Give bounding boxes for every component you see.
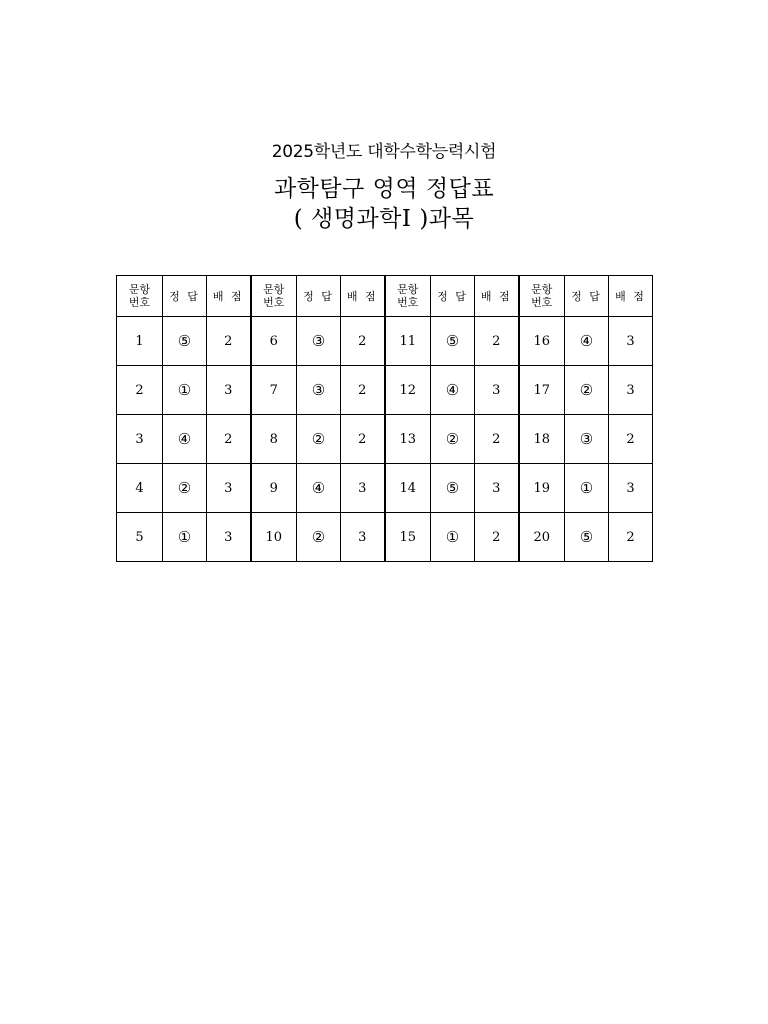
points-cell: 2 bbox=[609, 513, 653, 562]
header-question-number bbox=[385, 276, 431, 317]
header-answer: 정 답 bbox=[297, 276, 341, 317]
table-row bbox=[117, 366, 653, 415]
answer-cell: ② bbox=[297, 415, 341, 464]
header-points: 배 점 bbox=[341, 276, 385, 317]
header-points: 배 점 bbox=[475, 276, 519, 317]
title-line-1: 과학탐구 영역 정답표 bbox=[273, 176, 495, 202]
table-body bbox=[117, 317, 653, 562]
header-question-number bbox=[519, 276, 565, 317]
answer-table bbox=[116, 275, 653, 562]
header-points: 배 점 bbox=[207, 276, 251, 317]
answer-cell: ① bbox=[431, 513, 475, 562]
question-number-cell: 18 bbox=[519, 415, 565, 464]
question-number-cell: 15 bbox=[385, 513, 431, 562]
answer-cell: ② bbox=[431, 415, 475, 464]
points-cell: 3 bbox=[609, 464, 653, 513]
header-answer: 정 답 bbox=[565, 276, 609, 317]
question-number-cell: 12 bbox=[385, 366, 431, 415]
question-number-cell: 6 bbox=[251, 317, 297, 366]
question-number-cell: 9 bbox=[251, 464, 297, 513]
question-number-cell: 19 bbox=[519, 464, 565, 513]
header-question-line-2: 번호 bbox=[397, 296, 419, 309]
points-cell: 2 bbox=[341, 366, 385, 415]
title-line-2: ( 생명과학Ⅰ )과목 bbox=[293, 206, 475, 232]
points-cell: 3 bbox=[341, 513, 385, 562]
answer-cell: ② bbox=[565, 366, 609, 415]
answer-cell: ⑤ bbox=[431, 464, 475, 513]
points-cell: 2 bbox=[207, 317, 251, 366]
answer-cell: ⑤ bbox=[431, 317, 475, 366]
answer-cell: ③ bbox=[565, 415, 609, 464]
header-question-line-2: 번호 bbox=[531, 296, 553, 309]
header-question-line-1: 문항 bbox=[128, 283, 151, 296]
points-cell: 3 bbox=[207, 513, 251, 562]
answer-cell: ② bbox=[297, 513, 341, 562]
answer-cell: ① bbox=[565, 464, 609, 513]
exam-subtitle: 2025학년도 대학수학능력시험 bbox=[271, 142, 497, 162]
answer-cell: ⑤ bbox=[163, 317, 207, 366]
question-number-cell: 3 bbox=[117, 415, 163, 464]
points-cell: 2 bbox=[341, 317, 385, 366]
page-title bbox=[0, 174, 768, 234]
table-row bbox=[117, 415, 653, 464]
answer-cell: ③ bbox=[297, 317, 341, 366]
question-number-cell: 10 bbox=[251, 513, 297, 562]
answer-cell: ④ bbox=[297, 464, 341, 513]
points-cell: 3 bbox=[475, 366, 519, 415]
answer-cell: ④ bbox=[565, 317, 609, 366]
answer-cell: ③ bbox=[297, 366, 341, 415]
points-cell: 2 bbox=[475, 513, 519, 562]
header-answer: 정 답 bbox=[431, 276, 475, 317]
answer-cell: ⑤ bbox=[565, 513, 609, 562]
question-number-cell: 14 bbox=[385, 464, 431, 513]
header-points: 배 점 bbox=[609, 276, 653, 317]
question-number-cell: 20 bbox=[519, 513, 565, 562]
table-row bbox=[117, 513, 653, 562]
header-question-number bbox=[251, 276, 297, 317]
header-question-line-1: 문항 bbox=[397, 283, 419, 296]
table-row bbox=[117, 317, 653, 366]
header-question-number bbox=[117, 276, 163, 317]
points-cell: 3 bbox=[341, 464, 385, 513]
question-number-cell: 13 bbox=[385, 415, 431, 464]
question-number-cell: 11 bbox=[385, 317, 431, 366]
points-cell: 3 bbox=[207, 366, 251, 415]
points-cell: 2 bbox=[207, 415, 251, 464]
points-cell: 2 bbox=[341, 415, 385, 464]
answer-cell: ④ bbox=[163, 415, 207, 464]
header-question-line-1: 문항 bbox=[263, 283, 285, 296]
question-number-cell: 4 bbox=[117, 464, 163, 513]
answer-cell: ① bbox=[163, 513, 207, 562]
answer-cell: ① bbox=[163, 366, 207, 415]
question-number-cell: 5 bbox=[117, 513, 163, 562]
question-number-cell: 1 bbox=[117, 317, 163, 366]
points-cell: 3 bbox=[609, 317, 653, 366]
header-question-line-2: 번호 bbox=[128, 296, 151, 309]
points-cell: 3 bbox=[475, 464, 519, 513]
question-number-cell: 16 bbox=[519, 317, 565, 366]
answer-cell: ④ bbox=[431, 366, 475, 415]
answer-cell: ② bbox=[163, 464, 207, 513]
points-cell: 2 bbox=[609, 415, 653, 464]
question-number-cell: 8 bbox=[251, 415, 297, 464]
header-row bbox=[117, 276, 653, 317]
question-number-cell: 17 bbox=[519, 366, 565, 415]
points-cell: 2 bbox=[475, 415, 519, 464]
header-question-line-2: 번호 bbox=[263, 296, 285, 309]
points-cell: 3 bbox=[609, 366, 653, 415]
table-row bbox=[117, 464, 653, 513]
header-answer: 정 답 bbox=[163, 276, 207, 317]
question-number-cell: 2 bbox=[117, 366, 163, 415]
points-cell: 2 bbox=[475, 317, 519, 366]
points-cell: 3 bbox=[207, 464, 251, 513]
question-number-cell: 7 bbox=[251, 366, 297, 415]
header-question-line-1: 문항 bbox=[531, 283, 553, 296]
